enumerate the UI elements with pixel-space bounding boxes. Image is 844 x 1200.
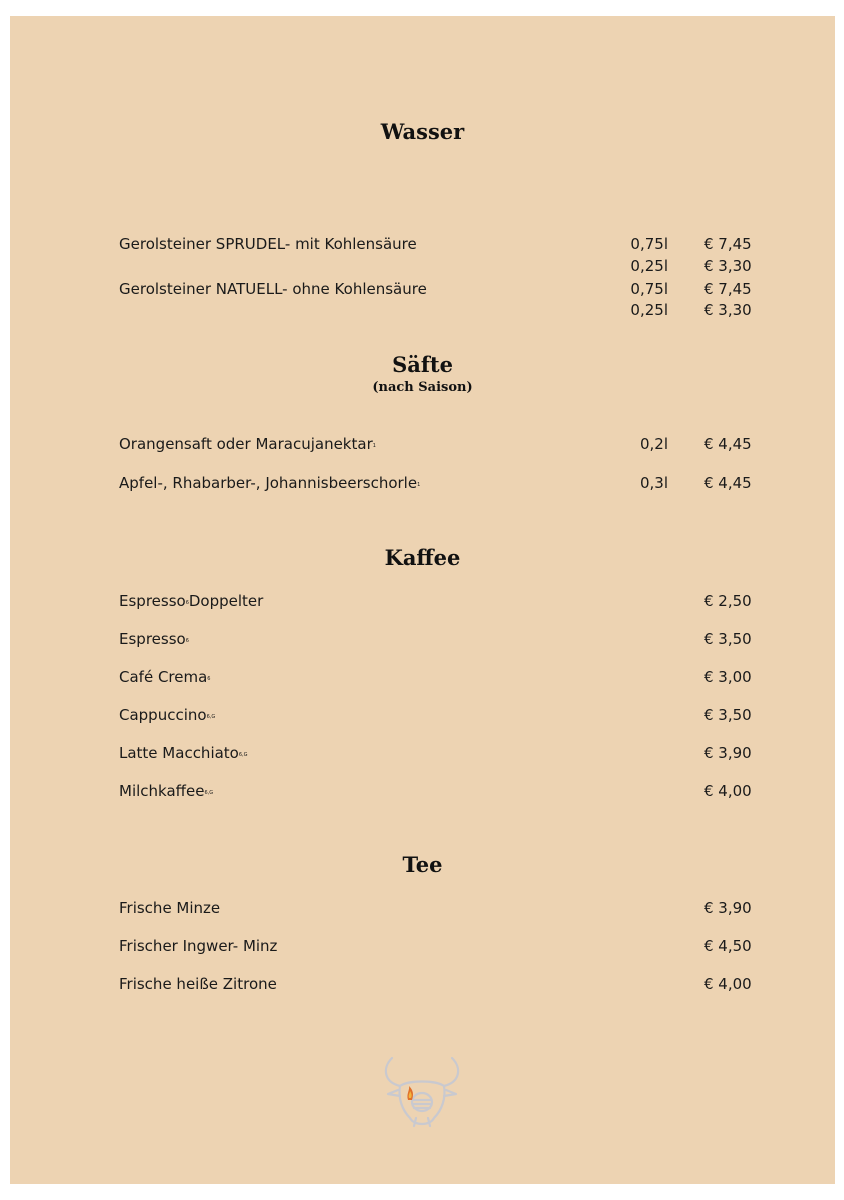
additive-note: 6 — [185, 600, 189, 606]
additive-note: 6 — [207, 676, 211, 682]
menu-item-variant — [10, 257, 835, 279]
item-name: Gerolsteiner SPRUDEL- mit Kohlensäure — [119, 235, 417, 253]
additive-note: 1 — [372, 443, 376, 449]
item-price: € 7,45 — [704, 280, 752, 298]
item-name: Espresso$^6$ — [119, 630, 189, 648]
bull-head-grill-icon — [378, 1054, 466, 1134]
additive-note: 6,G — [204, 790, 214, 796]
item-name: Café Crema$^6$ — [119, 668, 211, 686]
item-name: Espresso$^6$Doppelter — [119, 592, 264, 610]
item-price: € 3,50 — [704, 630, 752, 648]
item-price: € 3,50 — [704, 706, 752, 724]
menu-item-variant — [10, 301, 835, 323]
menu-item — [10, 235, 835, 257]
item-size: 0,3l — [639, 474, 668, 492]
item-name: Gerolsteiner NATUELL- ohne Kohlensäure — [119, 280, 427, 298]
item-price: € 3,30 — [704, 301, 752, 319]
item-size: 0,75l — [630, 280, 668, 298]
menu-item — [10, 668, 835, 690]
item-name: Apfel-, Rhabarber-, Johannisbeerschorle$^1$ — [119, 474, 421, 492]
item-price: € 3,30 — [704, 257, 752, 275]
menu-item — [10, 592, 835, 614]
menu-item — [10, 937, 835, 959]
menu-item — [10, 435, 835, 457]
item-size: 0,25l — [630, 301, 668, 319]
item-price: € 7,45 — [704, 235, 752, 253]
item-name: Milchkaffee$^{6,G}$ — [119, 782, 214, 800]
section-title-wasser: Wasser — [380, 119, 465, 144]
menu-item — [10, 630, 835, 652]
item-price: € 4,50 — [704, 937, 752, 955]
additive-note: 6,G — [238, 752, 248, 758]
item-price: € 2,50 — [704, 592, 752, 610]
item-price: € 4,45 — [704, 474, 752, 492]
item-price: € 4,00 — [704, 975, 752, 993]
item-price: € 4,45 — [704, 435, 752, 453]
additive-note: 6,G — [206, 714, 216, 720]
menu-item — [10, 975, 835, 997]
menu-item — [10, 706, 835, 728]
section-title-kaffee: Kaffee — [384, 545, 461, 570]
section-subtitle-saefte: (nach Saison) — [372, 380, 473, 395]
item-name: Latte Macchiato$^{6,G}$ — [119, 744, 248, 762]
additive-note: 1 — [417, 482, 421, 488]
item-price: € 3,90 — [704, 899, 752, 917]
menu-item — [10, 744, 835, 766]
menu-item — [10, 474, 835, 496]
menu-item — [10, 782, 835, 804]
item-name: Frischer Ingwer- Minz — [119, 937, 278, 955]
menu-item — [10, 899, 835, 921]
item-size: 0,75l — [630, 235, 668, 253]
item-name: Frische Minze — [119, 899, 221, 917]
item-size: 0,25l — [630, 257, 668, 275]
item-price: € 3,00 — [704, 668, 752, 686]
item-price: € 3,90 — [704, 744, 752, 762]
item-price: € 4,00 — [704, 782, 752, 800]
additive-note: 6 — [185, 638, 189, 644]
section-title-tee: Tee — [402, 852, 443, 877]
menu-page — [10, 16, 835, 1184]
item-name: Cappuccino$^{6,G}$ — [119, 706, 216, 724]
item-name: Frische heiße Zitrone — [119, 975, 277, 993]
menu-item — [10, 280, 835, 302]
item-name: Orangensaft oder Maracujanektar$^1$ — [119, 435, 376, 453]
section-title-saefte: Säfte — [392, 352, 453, 377]
item-size: 0,2l — [639, 435, 668, 453]
